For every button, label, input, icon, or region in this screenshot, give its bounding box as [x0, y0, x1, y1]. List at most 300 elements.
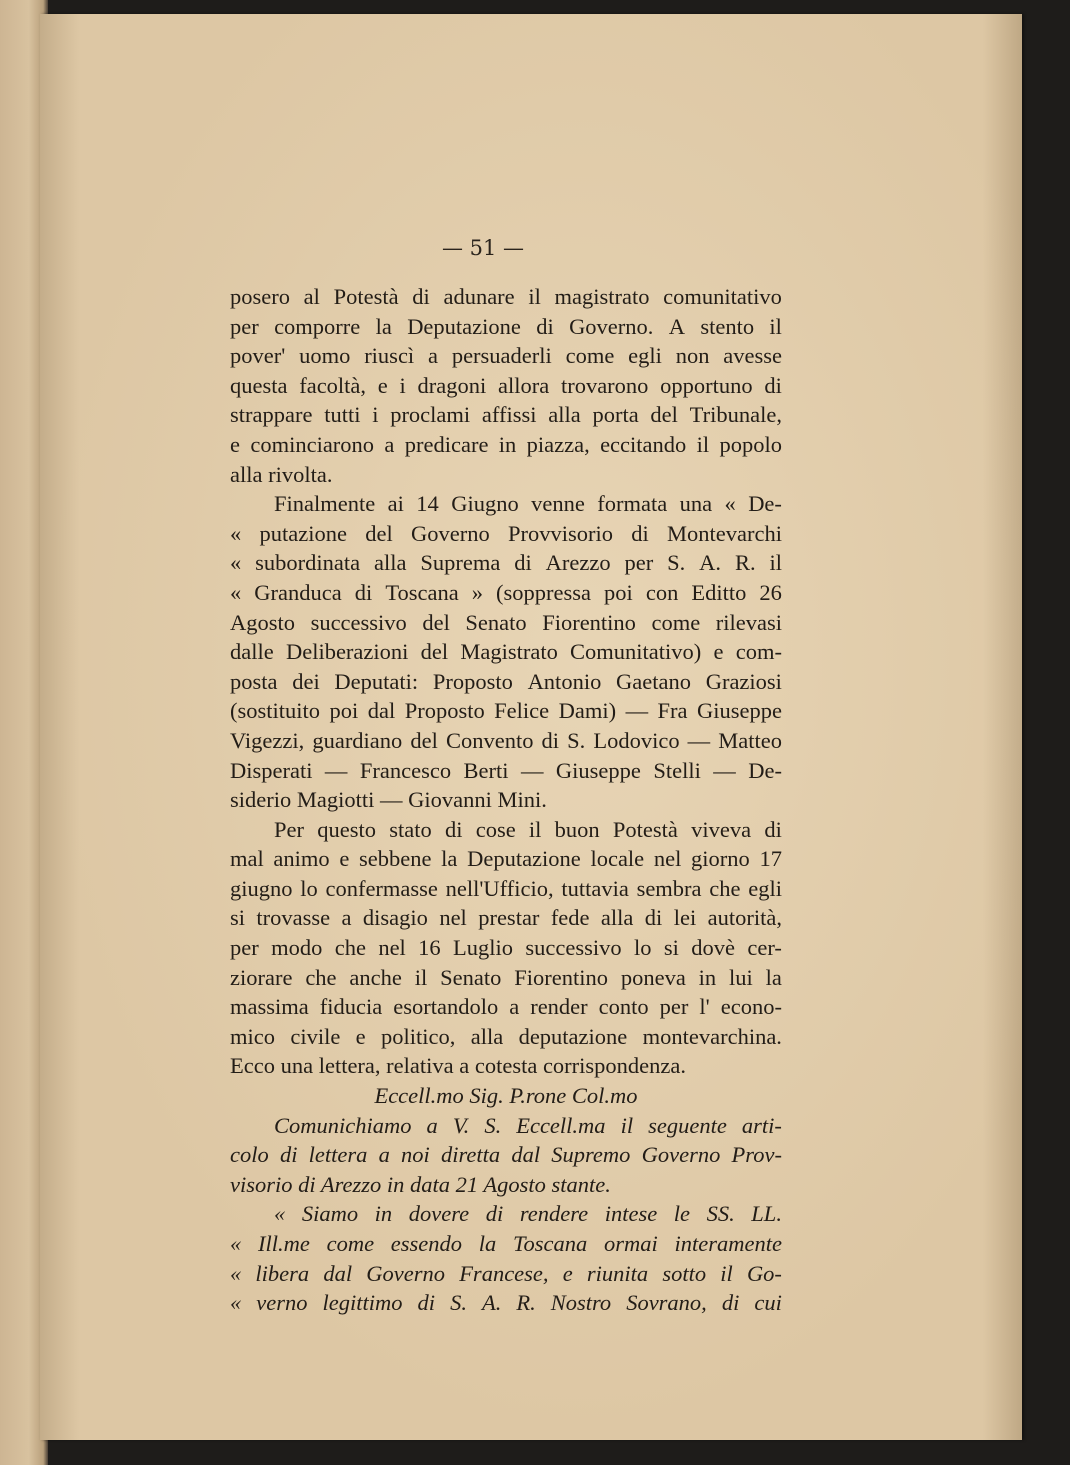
letter-salutation: Eccell.mo Sig. P.rone Col.mo: [374, 1083, 638, 1109]
word: Deliberazioni: [285, 639, 409, 665]
word: come: [326, 1231, 375, 1256]
word: a: [378, 1142, 390, 1168]
word: De-: [748, 757, 782, 783]
word: come: [651, 609, 701, 635]
word: nel: [378, 935, 406, 961]
word: Agosto: [230, 609, 296, 635]
word: A: [668, 313, 685, 339]
word: si: [230, 905, 246, 931]
word: adunare: [443, 284, 515, 309]
word: »: [471, 579, 483, 605]
word: Governo: [366, 1260, 446, 1286]
text-line: [230, 963, 782, 993]
word: in: [698, 964, 717, 990]
word: A.: [481, 1290, 502, 1316]
text-line: [230, 667, 782, 697]
word: Francesco: [359, 757, 452, 783]
word: «: [230, 579, 242, 605]
letter-line: [230, 1259, 782, 1289]
word: «: [230, 520, 242, 546]
word: anche: [349, 964, 402, 990]
word: dei: [292, 668, 320, 694]
word: disagio: [362, 905, 428, 931]
word: V.: [452, 1112, 470, 1138]
word: stento: [700, 313, 755, 339]
word: rendere: [519, 1201, 589, 1227]
word: sotto: [662, 1260, 707, 1286]
word: poi: [329, 698, 359, 724]
text-line: [230, 696, 782, 726]
text-line: siderio Magiotti — Giovanni Mini.: [230, 787, 547, 813]
word: Giugno: [451, 491, 519, 517]
word: i: [399, 372, 406, 398]
word: Comunitativo): [570, 639, 702, 665]
word: cose: [475, 816, 516, 842]
word: giorno: [691, 846, 750, 872]
word: alla: [548, 402, 581, 428]
word: predicare: [404, 431, 489, 457]
word: modo: [271, 935, 323, 961]
word: esortandolo: [393, 994, 499, 1020]
text-line: [230, 371, 782, 401]
word: putazione: [259, 520, 347, 546]
word: viveva: [691, 816, 752, 842]
word: come: [565, 343, 615, 369]
word: Prov-: [731, 1142, 782, 1168]
word: seguente: [648, 1112, 727, 1138]
word: i: [372, 402, 379, 428]
word: cer-: [747, 935, 782, 961]
word: Convento: [445, 727, 534, 753]
word: locale: [590, 846, 645, 872]
word: il: [720, 1260, 733, 1286]
word: autorità,: [707, 905, 782, 931]
word: Senato: [440, 964, 502, 990]
word: dovere: [408, 1201, 470, 1227]
word: Suprema: [420, 550, 501, 576]
word: a: [341, 905, 352, 931]
word: legittimo: [322, 1290, 403, 1316]
word: Potestà: [612, 816, 678, 842]
text-line: [230, 489, 782, 519]
word: uomo: [299, 343, 351, 369]
word: venne: [531, 491, 585, 517]
text-line: [230, 519, 782, 549]
word: Giuseppe: [555, 757, 641, 783]
word: econo-: [720, 994, 782, 1020]
word: la: [765, 964, 782, 990]
word: e: [713, 639, 724, 665]
word: di: [764, 372, 782, 398]
word: Felice: [494, 698, 550, 724]
word: civile: [290, 1023, 341, 1049]
word: non: [675, 343, 710, 369]
word: di: [354, 579, 373, 605]
text-line: [230, 637, 782, 667]
word: A.: [699, 550, 722, 576]
word: deputazione: [518, 1023, 628, 1049]
word: eccitando: [600, 431, 687, 457]
word: che: [305, 964, 337, 990]
word: questo: [317, 816, 376, 842]
word: e: [339, 846, 350, 872]
text-line: [230, 815, 782, 845]
word: montevarchina.: [642, 1023, 782, 1049]
word: ziorare: [230, 964, 293, 990]
letter-line: visorio di Arezzo in data 21 Agosto stante.: [230, 1171, 611, 1197]
word: —: [520, 757, 544, 783]
word: subordinata: [255, 550, 361, 576]
text-line: [230, 400, 782, 430]
letter-line: [230, 1199, 782, 1229]
word: con: [645, 579, 679, 605]
text-line: alla rivolta.: [230, 461, 333, 487]
word: egli: [748, 875, 782, 901]
word: 17: [759, 846, 782, 872]
word: (sostituito: [230, 698, 321, 724]
word: persuaderli: [451, 343, 552, 369]
word: trovasse: [256, 905, 331, 931]
word: Dami): [558, 698, 617, 724]
word: lo: [300, 875, 318, 901]
word: poi: [604, 579, 633, 605]
word: cominciarono: [250, 431, 375, 457]
text-line: [230, 430, 782, 460]
word: dal: [511, 1142, 541, 1168]
word: Finalmente: [274, 491, 376, 517]
word: il: [696, 431, 710, 457]
word: fede: [550, 905, 590, 931]
word: sembra: [636, 875, 702, 901]
word: giugno: [230, 875, 293, 901]
word: di: [485, 1201, 504, 1227]
word: Proposto: [404, 698, 485, 724]
word: del: [650, 402, 678, 428]
word: di: [444, 816, 463, 842]
word: (soppressa: [496, 579, 591, 605]
word: nel: [653, 846, 682, 872]
word: Fra: [657, 698, 688, 724]
word: intese: [604, 1201, 658, 1227]
word: «: [274, 1201, 286, 1227]
word: successivo: [310, 609, 407, 635]
word: 26: [759, 579, 782, 605]
word: Matteo: [718, 727, 782, 753]
word: e: [562, 1260, 573, 1286]
word: posta: [230, 668, 278, 694]
word: «: [230, 1231, 242, 1256]
word: Per: [274, 816, 304, 842]
word: R.: [516, 1290, 536, 1316]
word: tuttavia: [561, 875, 629, 901]
word: stato: [389, 816, 432, 842]
word: lo: [633, 935, 652, 961]
word: render: [530, 994, 588, 1020]
word: lui: [729, 964, 753, 990]
word: una: [679, 491, 713, 517]
word: politico,: [381, 1023, 456, 1049]
word: ai: [387, 491, 404, 517]
word: del: [365, 520, 393, 546]
word: Tribunale,: [689, 402, 782, 428]
word: per: [659, 994, 689, 1020]
word: —: [324, 757, 348, 783]
word: Go-: [746, 1260, 782, 1286]
word: Governo.: [569, 313, 654, 339]
word: Supremo: [551, 1142, 631, 1168]
word: si: [663, 935, 679, 961]
word: l': [699, 994, 710, 1020]
text-line: [230, 844, 782, 874]
word: il: [769, 313, 782, 339]
text-line: Ecco una lettera, relativa a cotesta corrispondenza.: [230, 1053, 687, 1079]
letter-line: [230, 1111, 782, 1141]
word: Proposto: [432, 668, 513, 694]
word: 16: [418, 935, 441, 961]
word: a: [384, 431, 395, 457]
word: colo: [230, 1142, 269, 1168]
word: Giuseppe: [697, 698, 782, 724]
word: facoltà,: [299, 372, 367, 398]
text-line: [230, 282, 782, 312]
word: fiducia: [319, 994, 383, 1020]
text-line: [230, 756, 782, 786]
word: in: [374, 1201, 393, 1227]
word: Fiorentino: [514, 964, 608, 990]
word: dal: [323, 1260, 353, 1286]
word: posero: [230, 284, 290, 309]
word: alla: [600, 905, 634, 931]
word: Stelli: [653, 757, 701, 783]
word: del: [410, 727, 438, 753]
word: Potestà: [333, 284, 399, 309]
word: a: [426, 1112, 438, 1138]
word: Deputati:: [334, 668, 419, 694]
text-line: [230, 874, 782, 904]
word: la: [478, 1231, 497, 1256]
word: riuscì: [364, 343, 415, 369]
word: guardiano: [312, 727, 403, 753]
word: del: [420, 639, 449, 665]
word: Gaetano: [616, 668, 691, 694]
word: e: [377, 372, 388, 398]
body-text: [230, 282, 782, 1318]
word: che: [709, 875, 741, 901]
word: Toscana: [385, 579, 459, 605]
text-line: [230, 341, 782, 371]
word: Graziosi: [705, 668, 782, 694]
word: LL.: [751, 1201, 782, 1227]
word: opportuno: [660, 372, 753, 398]
word: Senato: [465, 609, 527, 635]
word: e: [355, 1023, 366, 1049]
word: Deputazione: [407, 313, 521, 339]
word: R.: [734, 550, 756, 576]
word: «: [230, 1290, 242, 1316]
word: questa: [230, 372, 288, 398]
word: ormai: [603, 1231, 658, 1256]
word: SS.: [706, 1201, 735, 1227]
page-number: — 51 —: [441, 236, 525, 260]
word: Editto: [691, 579, 747, 605]
word: 14: [416, 491, 439, 517]
word: noi: [401, 1142, 430, 1168]
word: alla: [374, 550, 407, 576]
word: interamente: [674, 1231, 782, 1256]
word: —: [625, 698, 649, 724]
word: proclami: [390, 402, 471, 428]
text-line: [230, 548, 782, 578]
word: dalle: [230, 639, 274, 665]
word: di: [417, 1290, 436, 1316]
word: Siamo: [301, 1201, 359, 1227]
word: il: [414, 964, 428, 990]
word: Arezzo: [545, 550, 611, 576]
word: al: [303, 284, 320, 309]
word: di: [644, 905, 663, 931]
word: buon: [554, 816, 600, 842]
word: De-: [748, 491, 782, 517]
word: Francese,: [459, 1260, 549, 1286]
word: Luglio: [453, 935, 514, 961]
word: animo: [273, 846, 330, 872]
word: popolo: [719, 431, 782, 457]
text-line: [230, 312, 782, 342]
word: Governo: [410, 520, 490, 546]
word: prestar: [478, 905, 540, 931]
word: dal: [367, 698, 396, 724]
word: «: [230, 550, 242, 576]
word: —: [687, 727, 711, 753]
word: Berti: [463, 757, 509, 783]
word: avesse: [723, 343, 782, 369]
word: pover': [230, 343, 286, 369]
word: alla: [470, 1023, 504, 1049]
word: la: [441, 846, 458, 872]
word: nel: [439, 905, 467, 931]
word: di: [764, 816, 782, 842]
word: Provvisorio: [507, 520, 613, 546]
word: Disperati: [230, 757, 313, 783]
word: e: [230, 431, 240, 457]
word: Fiorentino: [542, 609, 636, 635]
text-line: [230, 903, 782, 933]
word: S.: [667, 550, 686, 576]
word: magistrato: [554, 284, 650, 309]
word: Nostro: [550, 1290, 612, 1316]
word: successivo: [525, 935, 622, 961]
letter-line: [230, 1229, 782, 1259]
word: di: [536, 313, 554, 339]
word: S.: [567, 727, 586, 753]
word: sebbene: [359, 846, 432, 872]
text-line: [230, 578, 782, 608]
text-line: [230, 608, 782, 638]
word: dovè: [691, 935, 735, 961]
word: di: [412, 284, 430, 309]
word: Eccell.ma: [516, 1112, 606, 1138]
word: rilevasi: [715, 609, 782, 635]
word: cui: [754, 1290, 782, 1316]
word: formata: [597, 491, 668, 517]
word: di: [279, 1142, 298, 1168]
word: Ill.me: [257, 1231, 310, 1256]
word: Antonio: [527, 668, 602, 694]
word: Magistrato: [460, 639, 558, 665]
word: le: [673, 1201, 691, 1227]
word: allora: [498, 372, 550, 398]
word: S.: [450, 1290, 467, 1316]
word: trovarono: [560, 372, 649, 398]
word: per: [230, 935, 259, 961]
word: la: [375, 313, 392, 339]
word: Governo: [641, 1142, 721, 1168]
word: lettera: [308, 1142, 368, 1168]
word: confermasse: [325, 875, 438, 901]
word: in: [498, 431, 517, 457]
word: poneva: [620, 964, 686, 990]
word: dragoni: [417, 372, 487, 398]
word: di: [721, 1290, 740, 1316]
text-line: [230, 726, 782, 756]
word: Vigezzi,: [230, 727, 305, 753]
word: —: [713, 757, 736, 783]
word: egli: [628, 343, 662, 369]
word: conto: [598, 994, 649, 1020]
word: del: [422, 609, 450, 635]
word: lei: [673, 905, 697, 931]
word: arti-: [741, 1112, 782, 1138]
word: libera: [255, 1260, 310, 1286]
word: S.: [484, 1112, 502, 1138]
word: porta: [592, 402, 639, 428]
word: nell'Ufficio,: [445, 875, 554, 901]
word: di: [514, 550, 532, 576]
word: Comunichiamo: [274, 1112, 412, 1138]
word: «: [724, 491, 736, 517]
word: Deputazione: [467, 846, 581, 872]
word: verno: [256, 1290, 308, 1316]
word: Sovrano,: [626, 1290, 707, 1316]
word: il: [528, 816, 542, 842]
word: Lodovico: [593, 727, 680, 753]
word: «: [230, 1260, 242, 1286]
word: il: [620, 1112, 634, 1138]
word: Granduca: [254, 579, 342, 605]
page-sheet: [40, 14, 1022, 1440]
word: Toscana: [513, 1231, 588, 1256]
text-line: [230, 933, 782, 963]
word: a: [509, 994, 520, 1020]
word: riunita: [586, 1260, 649, 1286]
word: piazza,: [526, 431, 590, 457]
word: di: [541, 727, 560, 753]
text-line: [230, 1022, 782, 1052]
word: per: [624, 550, 654, 576]
word: comporre: [274, 313, 361, 339]
word: a: [428, 343, 438, 369]
word: Montevarchi: [666, 520, 782, 546]
word: il: [769, 550, 782, 576]
word: il: [528, 284, 541, 309]
word: che: [334, 935, 366, 961]
word: mal: [230, 846, 264, 872]
text-line: [230, 992, 782, 1022]
letter-line: [230, 1288, 782, 1318]
word: per: [230, 313, 259, 339]
word: diretta: [440, 1142, 501, 1168]
word: di: [631, 520, 649, 546]
